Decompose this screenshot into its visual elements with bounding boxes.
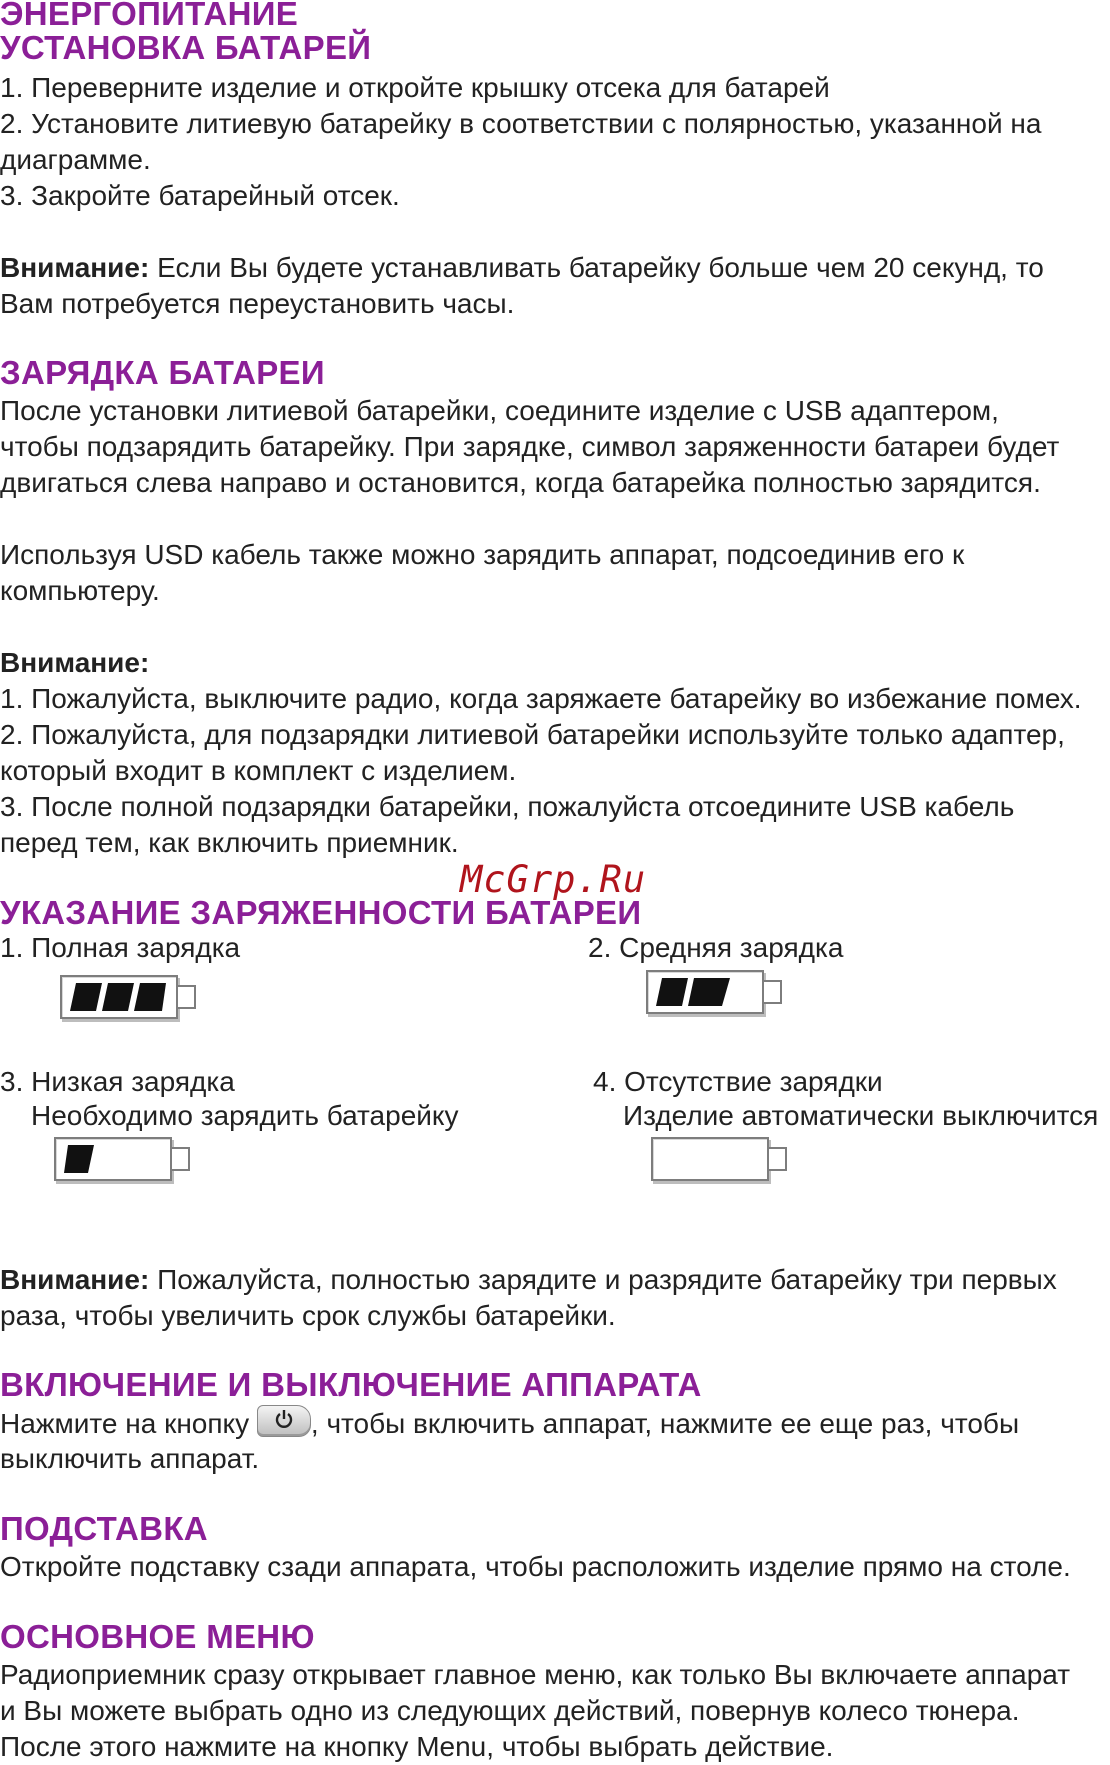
install-step-1: 1. Переверните изделие и откройте крышку отсека для батарей: [0, 72, 830, 103]
charging-warning-2: 2. Пожалуйста, для подзарядки литиевой батарейки используйте только адаптер,: [0, 719, 1065, 750]
heading-on-off: ВКЛЮЧЕНИЕ И ВЫКЛЮЧЕНИЕ АППАРАТА: [0, 1366, 702, 1403]
heading-main-menu: ОСНОВНОЕ МЕНЮ: [0, 1618, 315, 1655]
install-note-text: Если Вы будете устанавливать батарейку больше чем 20 секунд, то: [149, 252, 1044, 283]
battery-state-3-label: 3. Низкая зарядка: [0, 1066, 235, 1097]
battery-state-2-label: 2. Средняя зарядка: [588, 932, 844, 963]
heading-stand: ПОДСТАВКА: [0, 1510, 208, 1547]
onoff-text-2: выключить аппарат.: [0, 1443, 260, 1474]
menu-text-1: Радиоприемник сразу открывает главное меню, как только Вы включаете аппарат: [0, 1659, 1071, 1690]
menu-text-3: После этого нажмите на кнопку Menu, чтобы выбрать действие.: [0, 1731, 834, 1762]
battery-state-1-label: 1. Полная зарядка: [0, 932, 241, 963]
battery-segments: [70, 983, 170, 1011]
attention-label-2: Внимание:: [0, 647, 150, 678]
charging-warning-3-cont: перед тем, как включить приемник.: [0, 827, 459, 858]
charging-warning-1: 1. Пожалуйста, выключите радио, когда заряжаете батарейку во избежание помех.: [0, 683, 1082, 714]
battery-segments: [64, 1145, 164, 1173]
onoff-text-1: Нажмите на кнопку , чтобы включить аппарат, нажмите ее еще раз, чтобы: [0, 1405, 1019, 1442]
battery-state-3-sublabel: Необходимо зарядить батарейку: [31, 1100, 459, 1131]
battery-segments: [656, 978, 756, 1006]
charging-text-1: После установки литиевой батарейки, соедините изделие с USB адаптером,: [0, 395, 999, 426]
watermark: McGrp.Ru: [460, 858, 647, 901]
battery-note-line-2: раза, чтобы увеличить срок службы батарейки.: [0, 1300, 616, 1331]
heading-charging: ЗАРЯДКА БАТАРЕИ: [0, 354, 325, 391]
battery-note-text: Пожалуйста, полностью зарядите и разрядите батарейку три первых: [149, 1264, 1057, 1295]
attention-label-3: Внимание:: [0, 1264, 150, 1295]
attention-label: Внимание:: [0, 252, 150, 283]
heading-install-batteries: УСТАНОВКА БАТАРЕЙ: [0, 29, 372, 66]
install-step-3: 3. Закройте батарейный отсек.: [0, 180, 400, 211]
heading-power: ЭНЕРГОПИТАНИЕ: [0, 0, 299, 32]
install-note-line-2: Вам потребуется переустановить часы.: [0, 288, 515, 319]
charging-warning-3: 3. После полной подзарядки батарейки, пожалуйста отсоедините USB кабель: [0, 791, 1015, 822]
install-step-2-cont: диаграмме.: [0, 144, 151, 175]
stand-text: Откройте подставку сзади аппарата, чтобы расположить изделие прямо на столе.: [0, 1551, 1071, 1582]
charging-warning-2-cont: который входит в комплект с изделием.: [0, 755, 517, 786]
battery-state-4-label: 4. Отсутствие зарядки: [593, 1066, 883, 1097]
charging-text-2: чтобы подзарядить батарейку. При зарядке, символ заряженности батареи будет: [0, 431, 1060, 462]
battery-note: [0, 1262, 1057, 1298]
power-button-icon: [257, 1405, 311, 1437]
install-note: [0, 250, 1044, 286]
usd-text-1: Используя USD кабель также можно зарядить аппарат, подсоединив его к: [0, 539, 965, 570]
charging-text-3: двигаться слева направо и остановится, когда батарейка полностью зарядится.: [0, 467, 1041, 498]
install-step-2: 2. Установите литиевую батарейку в соответствии с полярностью, указанной на: [0, 108, 1042, 139]
heading-battery-indicator: УКАЗАНИЕ ЗАРЯЖЕННОСТИ БАТАРЕИ: [0, 894, 642, 931]
battery-state-4-sublabel: Изделие автоматически выключится: [623, 1100, 1099, 1131]
menu-text-2: и Вы можете выбрать одно из следующих действий, повернув колесо тюнера.: [0, 1695, 1020, 1726]
usd-text-2: компьютеру.: [0, 575, 160, 606]
